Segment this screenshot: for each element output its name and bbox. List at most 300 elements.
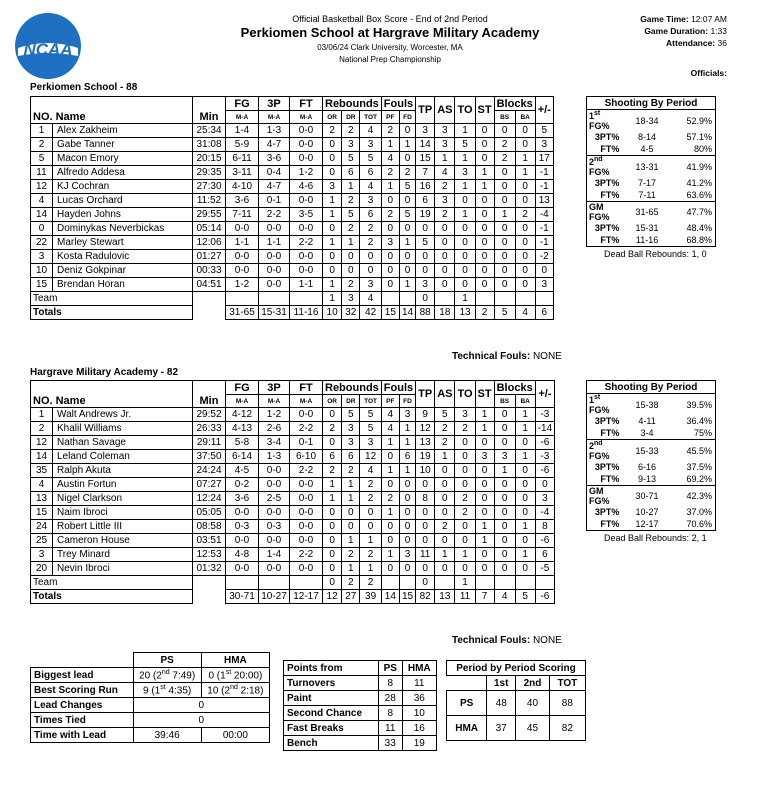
player-number: 25 [31,534,53,548]
team1-dead-ball-rebounds: Dead Ball Rebounds: 1, 0 [604,249,707,259]
stat-pf: 4 [381,152,399,166]
stat-dr: 0 [342,506,360,520]
stat-as: 0 [435,478,455,492]
stat-ba: 1 [515,408,535,422]
total-ba: 4 [515,306,535,320]
stat-to: 0 [455,436,475,450]
stat-dr: 0 [342,520,360,534]
stat-tot: 4 [360,464,381,478]
stat-ba: 1 [515,166,535,180]
summary-best-run: Best Scoring Run 9 (1st 4:35) 10 (2nd 2:18) [31,683,270,698]
shooting-row [587,427,716,440]
stat-as: 0 [435,562,455,576]
period-label: 2 [589,441,595,451]
shooting-label: 1st FG% [587,394,623,416]
team-stat-ba [515,576,535,590]
total-as: 13 [435,590,455,604]
points-from-head-ps: PS [378,661,402,676]
stat-to: 0 [455,264,475,278]
stat-tp: 0 [416,478,435,492]
stat-bs: 1 [494,208,515,222]
stat-or: 0 [323,548,342,562]
stat-st: 0 [475,278,494,292]
stat-pf: 0 [381,534,399,548]
col-head-as: AS [435,381,455,408]
col-subhead: BS [494,395,515,408]
stat-pf: 2 [381,208,399,222]
col-subhead: M-A [259,111,290,124]
stat-bs: 0 [494,478,515,492]
stat-tot: 0 [360,250,381,264]
stat-pm: -14 [535,422,554,436]
box-score-table [30,96,554,320]
period-col-head: TOT [549,676,585,691]
stat-pm: 17 [535,152,553,166]
stat-dr: 1 [342,534,360,548]
stat-dr: 3 [342,138,360,152]
stat-fg: 0-0 [226,264,259,278]
stat-fd: 3 [399,408,415,422]
stat-pm: -5 [535,562,554,576]
stat-pm: 3 [535,492,554,506]
stat-st: 0 [475,124,494,138]
player-minutes: 12:53 [193,548,226,562]
shooting-made-att: 6-16 [638,462,657,472]
stat-bs: 0 [494,436,515,450]
stat-as: 5 [435,408,455,422]
summary-head-ps: PS [133,653,201,668]
period-col-head: 2nd [516,676,549,691]
shooting-label: FT% [587,518,623,531]
player-number: 15 [31,278,53,292]
team-stat-to: 1 [455,576,475,590]
player-minutes: 12:06 [193,236,226,250]
stat-st: 0 [475,236,494,250]
player-minutes: 20:15 [193,152,226,166]
stat-tp: 0 [416,264,435,278]
stat-as: 1 [435,450,455,464]
player-minutes: 01:32 [193,562,226,576]
col-subhead: BS [494,111,515,124]
stat-to: 2 [455,422,475,436]
game-summary-table [30,652,270,743]
player-row [31,152,554,166]
stat-or: 0 [323,250,342,264]
shooting-pct: 39.5% [672,394,716,416]
period-scoring-table [446,660,586,741]
player-name: Khalil Williams [53,422,193,436]
stat-ft: 0-0 [290,124,323,138]
stat-as: 2 [435,436,455,450]
stat-as: 4 [435,166,455,180]
stat-tp3: 0-0 [259,562,290,576]
stat-tp: 3 [416,278,435,292]
stat-bs: 0 [494,222,515,236]
stat-tp: 0 [416,250,435,264]
player-minutes: 29:11 [193,436,226,450]
stat-to: 1 [455,124,475,138]
stat-pf: 0 [381,194,399,208]
stat-tot: 5 [360,152,381,166]
total-or: 12 [323,590,342,604]
stat-tp: 0 [416,534,435,548]
stat-pm: 0 [535,264,553,278]
stat-ba: 1 [515,520,535,534]
stat-fd: 1 [399,436,415,450]
team-row-label: Team [31,292,193,306]
player-number: 14 [31,450,53,464]
stat-to: 0 [455,478,475,492]
stat-pf: 1 [381,180,399,194]
player-minutes: 29:55 [193,208,226,222]
stat-tp3: 0-0 [259,250,290,264]
team-row [31,292,554,306]
stat-fd: 2 [399,166,415,180]
team-row-label: Team [31,576,193,590]
stat-fg: 5-9 [226,138,259,152]
col-head-fouls: Fouls [381,381,415,395]
points-from-row [284,736,437,751]
report-subtitle: Official Basketball Box Score - End of 2nd Period [292,14,488,24]
stat-tot: 1 [360,534,381,548]
stat-or: 1 [323,478,342,492]
stat-dr: 2 [342,194,360,208]
ncaa-logo [14,12,82,80]
stat-tot: 12 [360,450,381,464]
period-scoring-row [447,716,586,741]
total-ft: 11-16 [290,306,323,320]
stat-fd: 0 [399,222,415,236]
team-stat-to: 1 [455,292,475,306]
stat-ft: 1-2 [290,166,323,180]
stat-tp3: 0-1 [259,194,290,208]
stat-ba: 0 [515,562,535,576]
shooting-made-att: 4-5 [622,143,671,156]
total-tp: 88 [416,306,435,320]
points-from-row [284,676,437,691]
shooting-row [587,234,716,247]
stat-fg: 5-8 [226,436,259,450]
stat-ft: 0-0 [290,264,323,278]
stat-fg: 1-1 [226,236,259,250]
stat-tp: 7 [416,166,435,180]
player-row [31,548,555,562]
stat-pf: 4 [381,408,399,422]
stat-dr: 1 [342,562,360,576]
player-name: Nevin Ibroci [53,562,193,576]
player-row [31,492,555,506]
stat-to: 1 [455,180,475,194]
stat-ba: 0 [515,492,535,506]
col-subhead: M-A [226,395,259,408]
stat-or: 2 [323,422,342,436]
stat-tp: 0 [416,562,435,576]
stat-bs: 2 [494,152,515,166]
stat-dr: 2 [342,124,360,138]
total-fd: 15 [399,590,415,604]
shooting-label: 2nd FG% [587,156,623,178]
stat-tp3: 0-0 [259,506,290,520]
stat-pf: 0 [381,222,399,236]
stat-or: 1 [323,278,342,292]
col-head-no-name: NO. Name [31,381,193,408]
stat-as: 0 [435,264,455,278]
col-subhead: PF [381,111,399,124]
stat-tp: 3 [416,124,435,138]
team-stat-st [475,576,494,590]
stat-st: 0 [475,548,494,562]
player-minutes: 25:34 [193,124,226,138]
col-subhead: M-A [290,395,323,408]
stat-fd: 3 [399,548,415,562]
shooting-label: GM FG% [587,486,623,507]
player-number: 12 [31,436,53,450]
stat-to: 0 [455,520,475,534]
stat-tp3: 0-4 [259,166,290,180]
points-from-row [284,706,437,721]
stat-dr: 3 [342,422,360,436]
stat-tp3: 0-3 [259,520,290,534]
stat-fg: 0-0 [226,250,259,264]
col-subhead: BA [515,395,535,408]
col-head-fg: FG [226,97,259,111]
stat-fg: 1-4 [226,124,259,138]
stat-ft: 0-0 [290,562,323,576]
shooting-row [587,156,716,178]
team2-title: Hargrave Military Academy - 82 [30,367,179,378]
stat-fg: 6-14 [226,450,259,464]
stat-tp3: 3-4 [259,436,290,450]
stat-tot: 2 [360,548,381,562]
stat-pm: -1 [535,222,553,236]
player-row [31,166,554,180]
stat-dr: 3 [342,436,360,450]
team-stat-tp: 0 [416,292,435,306]
stat-fg: 3-6 [226,492,259,506]
team-stat-bs [494,576,515,590]
summary-times-tied: Times Tied 0 [31,713,270,728]
stat-fd: 0 [399,492,415,506]
shooting-pct: 41.2% [672,177,716,189]
stat-fd: 0 [399,250,415,264]
stat-as: 0 [435,250,455,264]
total-to: 11 [455,590,475,604]
stat-or: 0 [323,264,342,278]
player-row [31,180,554,194]
col-subhead: M-A [290,111,323,124]
team-row [31,576,555,590]
stat-bs: 0 [494,422,515,436]
date-location: 03/06/24 Clark University, Worcester, MA [317,43,463,52]
stat-to: 0 [455,222,475,236]
player-minutes: 29:35 [193,166,226,180]
stat-bs: 0 [494,408,515,422]
col-subhead: TOT [360,111,381,124]
player-name: Nathan Savage [53,436,193,450]
player-name: Alfredo Addesa [53,166,193,180]
stat-as: 0 [435,506,455,520]
player-row [31,236,554,250]
player-minutes: 31:08 [193,138,226,152]
shooting-row [587,143,716,156]
stat-tp3: 0-0 [259,464,290,478]
stat-tp: 13 [416,436,435,450]
shooting-made-att: 15-38 [622,394,671,416]
stat-pm: -1 [535,166,553,180]
stat-fg: 3-6 [226,194,259,208]
total-tot: 39 [360,590,381,604]
player-row [31,208,554,222]
stat-fd: 0 [399,520,415,534]
stat-pm: 0 [535,478,554,492]
player-minutes: 07:27 [193,478,226,492]
points-from-row [284,691,437,706]
stat-pm: 3 [535,278,553,292]
stat-tot: 2 [360,492,381,506]
points-from-hma: 16 [402,721,436,736]
shooting-label: 3PT% [587,177,623,189]
stat-fg: 1-2 [226,278,259,292]
stat-pf: 0 [381,250,399,264]
points-from-hma: 36 [402,691,436,706]
points-from-table [283,660,437,751]
stat-dr: 1 [342,478,360,492]
shooting-row [587,518,716,531]
stat-dr: 2 [342,222,360,236]
stat-fg: 0-2 [226,478,259,492]
stat-fg: 7-11 [226,208,259,222]
stat-to: 0 [455,464,475,478]
stat-tp3: 2-2 [259,208,290,222]
shooting-pct: 70.6% [672,518,716,531]
stat-pf: 2 [381,166,399,180]
team-stat-dr: 3 [342,292,360,306]
stat-dr: 0 [342,264,360,278]
shooting-pct: 57.1% [672,131,716,143]
stat-fd: 0 [399,194,415,208]
stat-as: 3 [435,138,455,152]
stat-pf: 2 [381,124,399,138]
shooting-row [587,461,716,473]
points-from-title: Points from [284,661,379,676]
points-from-label: Turnovers [284,676,379,691]
col-head-ft: FT [290,97,323,111]
player-name: Deniz Gokpinar [53,264,193,278]
stat-ft: 0-0 [290,152,323,166]
stat-ba: 0 [515,236,535,250]
stat-ba: 0 [515,194,535,208]
stat-pm: -3 [535,408,554,422]
stat-pf: 0 [381,264,399,278]
shooting-row [587,131,716,143]
shooting-label: FT% [587,143,623,156]
player-row [31,264,554,278]
period-col-head: 1st [487,676,516,691]
player-name: Macon Emory [53,152,193,166]
total-tp: 82 [416,590,435,604]
stat-ba: 1 [515,548,535,562]
shooting-made-att: 15-31 [635,223,659,233]
col-head-blocks: Blocks [494,381,535,395]
col-subhead: DR [342,395,360,408]
stat-dr: 1 [342,236,360,250]
col-head-fouls: Fouls [381,97,415,111]
player-name: Brendan Horan [53,278,193,292]
shooting-pct: 63.6% [672,189,716,202]
col-head-3p: 3P [259,97,290,111]
stat-tp: 15 [416,152,435,166]
event-name: National Prep Championship [339,55,441,64]
stat-tot: 3 [360,138,381,152]
col-subhead: OR [323,111,342,124]
stat-st: 0 [475,492,494,506]
points-from-ps: 33 [378,736,402,751]
stat-bs: 0 [494,250,515,264]
stat-pf: 0 [381,278,399,292]
player-name: Gabe Tanner [53,138,193,152]
shooting-pct: 48.4% [672,222,716,234]
player-row [31,408,555,422]
stat-or: 3 [323,180,342,194]
player-number: 22 [31,236,53,250]
col-head-tp: TP [416,381,435,408]
stat-pm: -2 [535,250,553,264]
player-number: 12 [31,180,53,194]
period-team: HMA [447,716,487,741]
shooting-label: 3PT% [587,131,623,143]
stat-st: 0 [475,222,494,236]
stat-ba: 1 [515,450,535,464]
col-head-3p: 3P [259,381,290,395]
stat-ft: 2-2 [290,236,323,250]
total-pm: -6 [535,590,554,604]
stat-bs: 0 [494,166,515,180]
stat-tp3: 0-0 [259,222,290,236]
stat-or: 0 [323,138,342,152]
shooting-made-att: 3-4 [622,427,671,440]
team-stat-pf [381,576,399,590]
stat-fg: 4-13 [226,422,259,436]
player-name: Dominykas Neverbickas [53,222,193,236]
stat-fd: 1 [399,278,415,292]
stat-dr: 6 [342,166,360,180]
player-number: 3 [31,548,53,562]
stat-fd: 1 [399,464,415,478]
stat-fd: 1 [399,422,415,436]
player-minutes: 04:51 [193,278,226,292]
shooting-made-att: 15-33 [622,440,671,462]
player-row [31,562,555,576]
period-score: 40 [516,691,549,716]
stat-or: 1 [323,194,342,208]
shooting-label: FT% [587,427,623,440]
total-to: 13 [455,306,475,320]
team-stat-pm [535,292,553,306]
shooting-row [587,473,716,486]
player-row [31,194,554,208]
shooting-made-att: 11-16 [622,234,671,247]
player-number: 1 [31,124,53,138]
player-row [31,436,555,450]
col-subhead: M-A [226,111,259,124]
total-dr: 32 [342,306,360,320]
stat-ba: 1 [515,422,535,436]
player-row [31,464,555,478]
stat-as: 0 [435,236,455,250]
stat-tp: 14 [416,138,435,152]
player-name: Hayden Johns [53,208,193,222]
team-stat-pf [381,292,399,306]
